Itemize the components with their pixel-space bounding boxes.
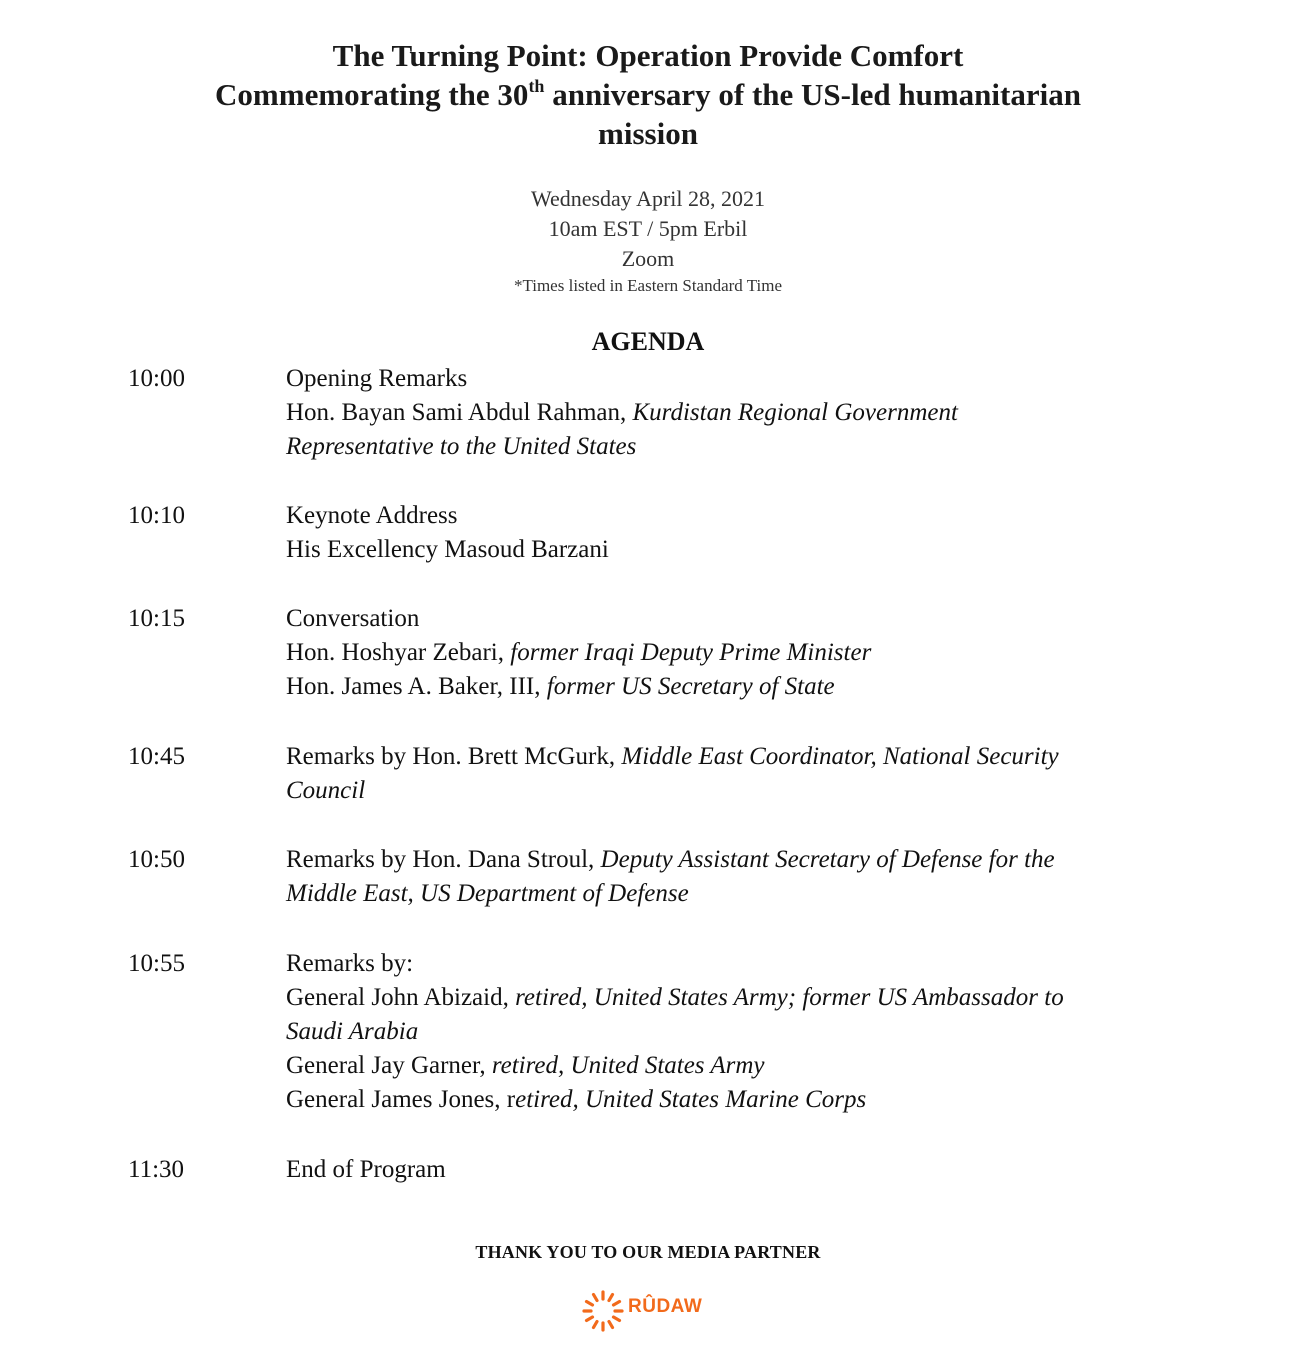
event-time: 10am EST / 5pm Erbil <box>548 216 748 241</box>
agenda-title: Keynote Address <box>286 502 458 529</box>
speaker-role: former US Secretary of State <box>546 673 835 700</box>
agenda-time: 10:50 <box>128 846 185 873</box>
speaker-name: Hon. Bayan Sami Abdul Rahman, <box>286 399 633 426</box>
agenda-details <box>286 843 1166 911</box>
speaker-line <box>286 843 1166 877</box>
timezone-note: *Times listed in Eastern Standard Time <box>513 276 783 295</box>
speaker-name: General Jay Garner, <box>286 1052 492 1079</box>
agenda-details <box>286 362 1166 464</box>
agenda-time: 10:55 <box>128 950 185 977</box>
agenda-time: 10:10 <box>128 502 185 529</box>
agenda-title: Conversation <box>286 605 420 632</box>
agenda-details <box>286 947 1166 1117</box>
speaker-line <box>286 670 1166 704</box>
agenda-details <box>286 740 1166 808</box>
title-line-3: mission <box>598 116 698 151</box>
speaker-name: His Excellency Masoud Barzani <box>286 536 609 563</box>
speaker-name: General James Jones, r <box>286 1086 516 1113</box>
speaker-role: etired, United States Marine Corps <box>515 1086 867 1113</box>
agenda-heading: AGENDA <box>591 327 705 356</box>
agenda-title: Remarks by: <box>286 950 414 977</box>
speaker-name: Remarks by Hon. Dana Stroul, <box>286 846 601 873</box>
event-date: Wednesday April 28, 2021 <box>530 186 766 211</box>
agenda-details <box>286 499 1166 567</box>
title-line-2: Commemorating the 30th anniversary of the US-led humanitarian <box>215 75 1081 112</box>
speaker-name: Remarks by Hon. Brett McGurk, <box>286 743 622 770</box>
speaker-role-continued: Representative to the United States <box>286 433 637 460</box>
rudaw-logo <box>580 1286 710 1336</box>
agenda-title: Opening Remarks <box>286 365 468 392</box>
agenda-time: 10:45 <box>128 743 185 770</box>
media-partner-thanks: THANK YOU TO OUR MEDIA PARTNER <box>475 1242 821 1262</box>
speaker-role-continued: Council <box>286 777 366 804</box>
speaker-line <box>286 981 1166 1015</box>
agenda-details <box>286 602 1166 704</box>
agenda-title: End of Program <box>286 1156 446 1183</box>
agenda-details <box>286 1153 1166 1187</box>
speaker-line <box>286 1083 1166 1117</box>
speaker-name: Hon. James A. Baker, III, <box>286 673 547 700</box>
speaker-name: Hon. Hoshyar Zebari, <box>286 639 511 666</box>
speaker-role: retired, United States Army; former US Ambassador to <box>515 984 1064 1011</box>
speaker-role-continued: Middle East, US Department of Defense <box>286 880 689 907</box>
speaker-role: Kurdistan Regional Government <box>632 399 958 426</box>
speaker-line <box>286 636 1166 670</box>
speaker-role: retired, United States Army <box>491 1052 765 1079</box>
rudaw-wordmark: RÛDAW <box>628 1296 703 1317</box>
speaker-role-continued: Saudi Arabia <box>286 1018 419 1045</box>
agenda-time: 11:30 <box>128 1156 185 1183</box>
document-title <box>0 36 1296 153</box>
agenda-time: 10:15 <box>128 605 185 632</box>
sunburst-icon <box>580 1288 626 1334</box>
event-venue: Zoom <box>621 246 675 271</box>
speaker-role: former Iraqi Deputy Prime Minister <box>510 639 872 666</box>
title-line-1: The Turning Point: Operation Provide Comfort <box>332 38 964 73</box>
speaker-line <box>286 1049 1166 1083</box>
speaker-line <box>286 396 1166 430</box>
speaker-name: General John Abizaid, <box>286 984 516 1011</box>
speaker-role: Middle East Coordinator, National Security <box>621 743 1059 770</box>
event-info <box>0 184 1296 298</box>
speaker-line <box>286 740 1166 774</box>
speaker-role: Deputy Assistant Secretary of Defense for the <box>600 846 1055 873</box>
agenda-time: 10:00 <box>128 365 185 392</box>
